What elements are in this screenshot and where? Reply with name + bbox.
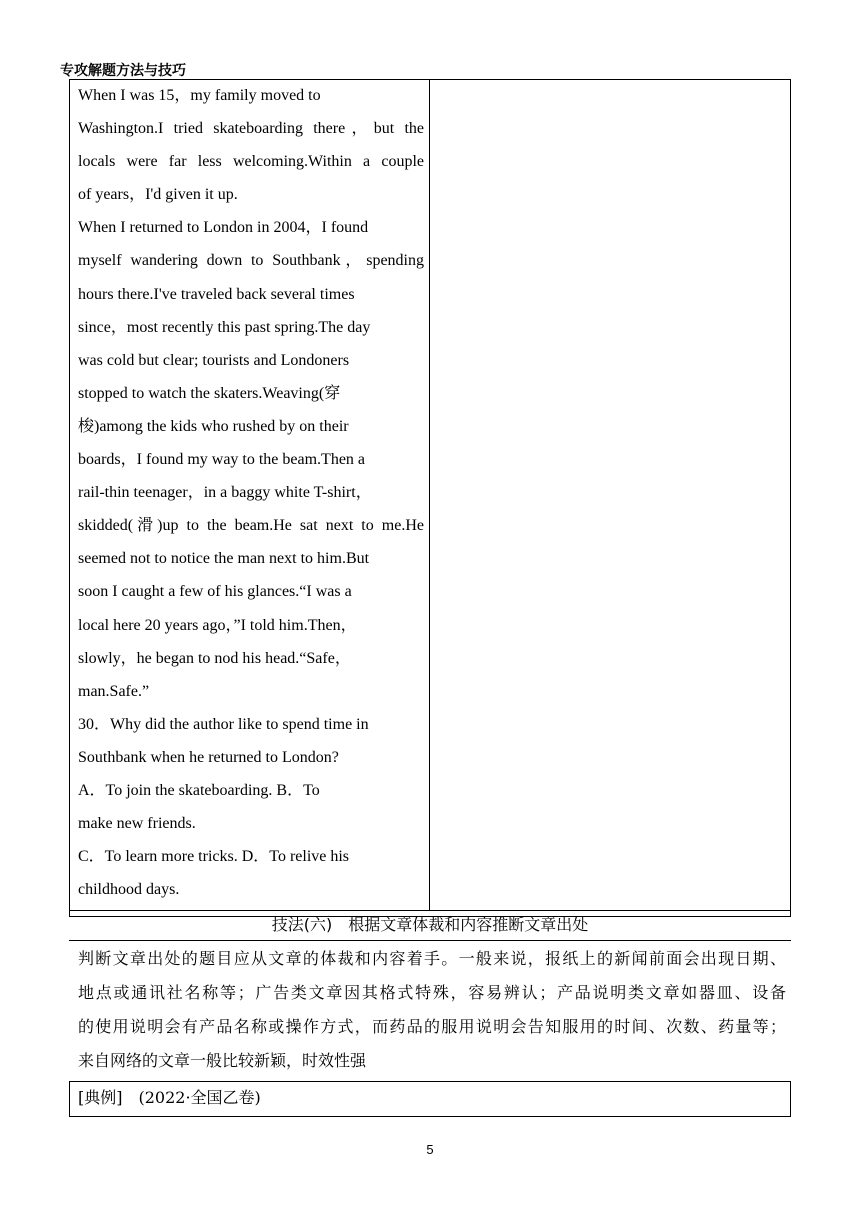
question-stem: Southbank when he returned to London?: [78, 748, 339, 766]
question-stem: 30．Why did the author like to spend time in: [78, 715, 369, 733]
explanation-line: 地点或通讯社名称等；广告类文章因其格式特殊，容易辨认；产品说明类文章如器皿、设备: [78, 983, 786, 1002]
answer-options: make new friends.: [78, 815, 196, 833]
passage-line: locals were far less welcoming.Within a couple: [78, 153, 424, 171]
passage-line: was cold but clear; tourists and Londoners: [78, 351, 350, 369]
passage-line: of years，I'd given it up.: [78, 186, 238, 204]
passage-line: 梭)among the kids who rushed by on their: [78, 417, 349, 435]
passage-line: Washington.I tried skateboarding there，but the: [78, 120, 424, 138]
answer-options: A．To join the skateboarding. B．To: [78, 781, 320, 799]
passage-line: rail-thin teenager，in a baggy white T-shirt，: [78, 484, 372, 502]
reading-passage: [78, 79, 424, 906]
passage-line: soon I caught a few of his glances.“I was a: [78, 583, 352, 601]
example-label: [典例] (2022·全国乙卷): [78, 1088, 261, 1107]
page-header-title: 专攻解题方法与技巧: [60, 63, 186, 79]
answer-options: childhood days.: [78, 881, 180, 899]
passage-line: hours there.I've traveled back several times: [78, 285, 355, 303]
answer-options: C．To learn more tricks. D．To relive his: [78, 848, 350, 866]
technique-title: 技法(六) 根据文章体裁和内容推断文章出处: [271, 915, 589, 934]
passage-line: man.Safe.”: [78, 682, 150, 700]
passage-line: seemed not to notice the man next to him.But: [78, 550, 370, 568]
passage-line: boards，I found my way to the beam.Then a: [78, 451, 366, 469]
passage-line: local here 20 years ago，”I told him.Then，: [78, 616, 357, 634]
passage-line: stopped to watch the skaters.Weaving(穿: [78, 384, 341, 402]
explanation-line: 来自网络的文章一般比较新颖，时效性强: [78, 1051, 367, 1070]
passage-line: slowly，he began to nod his head.“Safe，: [78, 649, 351, 667]
explanation-line: 的使用说明会有产品名称或操作方式，而药品的服用说明会告知服用的时间、次数、药量等；: [78, 1017, 786, 1036]
passage-line: since，most recently this past spring.The day: [78, 318, 371, 336]
row-divider: [69, 940, 791, 941]
technique-explanation: [78, 942, 786, 1078]
passage-line: myself wandering down to Southbank，spending: [78, 252, 424, 270]
column-divider: [429, 79, 430, 910]
passage-line: When I was 15，my family moved to: [78, 87, 321, 104]
explanation-line: 判断文章出处的题目应从文章的体裁和内容着手。一般来说，报纸上的新闻前面会出现日期、: [78, 949, 786, 968]
page-number: 5: [426, 1142, 434, 1157]
passage-line: skidded(滑)up to the beam.He sat next to me.He: [78, 517, 424, 535]
passage-line: When I returned to London in 2004，I found: [78, 219, 369, 237]
